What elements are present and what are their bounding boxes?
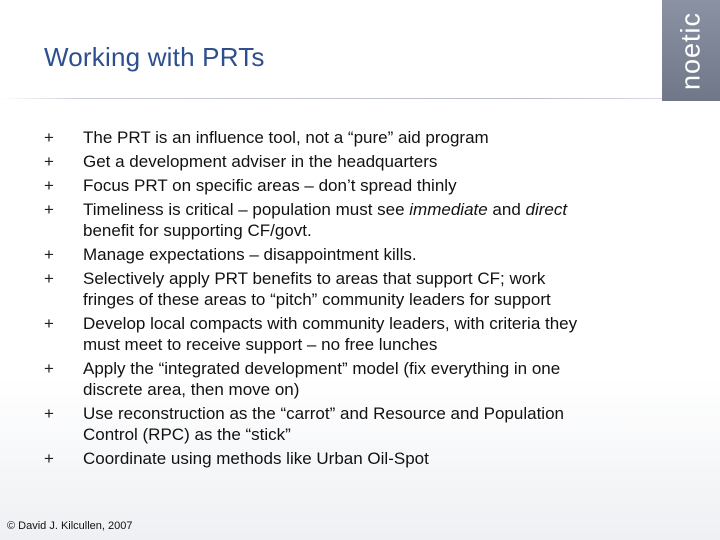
bullet-item: [44, 151, 684, 172]
bullet-item: [44, 127, 684, 148]
bullet-item: [44, 448, 684, 469]
bullet-marker: +: [44, 245, 54, 264]
bullet-text-line: Control (RPC) as the “stick”: [83, 425, 291, 444]
bullet-list: [44, 127, 684, 472]
slide-title: Working with PRTs: [44, 42, 265, 72]
title-divider: [0, 98, 662, 99]
bullet-marker: +: [44, 152, 54, 171]
bullet-marker: +: [44, 359, 54, 378]
bullet-marker: +: [44, 314, 54, 333]
bullet-text-line: fringes of these areas to “pitch” community leaders for support: [83, 290, 551, 309]
bullet-text-line: Selectively apply PRT benefits to areas that support CF; work: [83, 269, 546, 288]
bullet-marker: +: [44, 269, 54, 288]
copyright-footer: © David J. Kilcullen, 2007: [7, 520, 133, 532]
logo-text: noetic: [675, 11, 706, 90]
bullet-text-line: Get a development adviser in the headquarters: [83, 152, 438, 171]
bullet-item: [44, 403, 684, 445]
bullet-marker: +: [44, 404, 54, 423]
bullet-marker: +: [44, 128, 54, 147]
bullet-marker: +: [44, 200, 54, 219]
bullet-item: [44, 268, 684, 310]
bullet-text-line: discrete area, then move on): [83, 380, 300, 399]
bullet-text-line: Timeliness is critical – population must see immediate and direct: [83, 200, 568, 219]
bullet-text-line: Manage expectations – disappointment kills.: [83, 245, 417, 264]
noetic-logo: [662, 0, 720, 101]
bullet-text-line: Focus PRT on specific areas – don’t spread thinly: [83, 176, 457, 195]
bullet-text-line: benefit for supporting CF/govt.: [83, 221, 312, 240]
bullet-text-line: Apply the “integrated development” model (fix everything in one: [83, 359, 561, 378]
bullet-marker: +: [44, 176, 54, 195]
bullet-item: [44, 175, 684, 196]
bullet-item: [44, 358, 684, 400]
bullet-item: [44, 199, 684, 241]
bullet-item: [44, 244, 684, 265]
bullet-text-line: must meet to receive support – no free lunches: [83, 335, 438, 354]
bullet-text-line: Use reconstruction as the “carrot” and Resource and Population: [83, 404, 564, 423]
bullet-item: [44, 313, 684, 355]
bullet-marker: +: [44, 449, 54, 468]
bullet-text-line: Coordinate using methods like Urban Oil-Spot: [83, 449, 429, 468]
bullet-text-line: The PRT is an influence tool, not a “pure” aid program: [83, 128, 489, 147]
bullet-text-line: Develop local compacts with community leaders, with criteria they: [83, 314, 578, 333]
